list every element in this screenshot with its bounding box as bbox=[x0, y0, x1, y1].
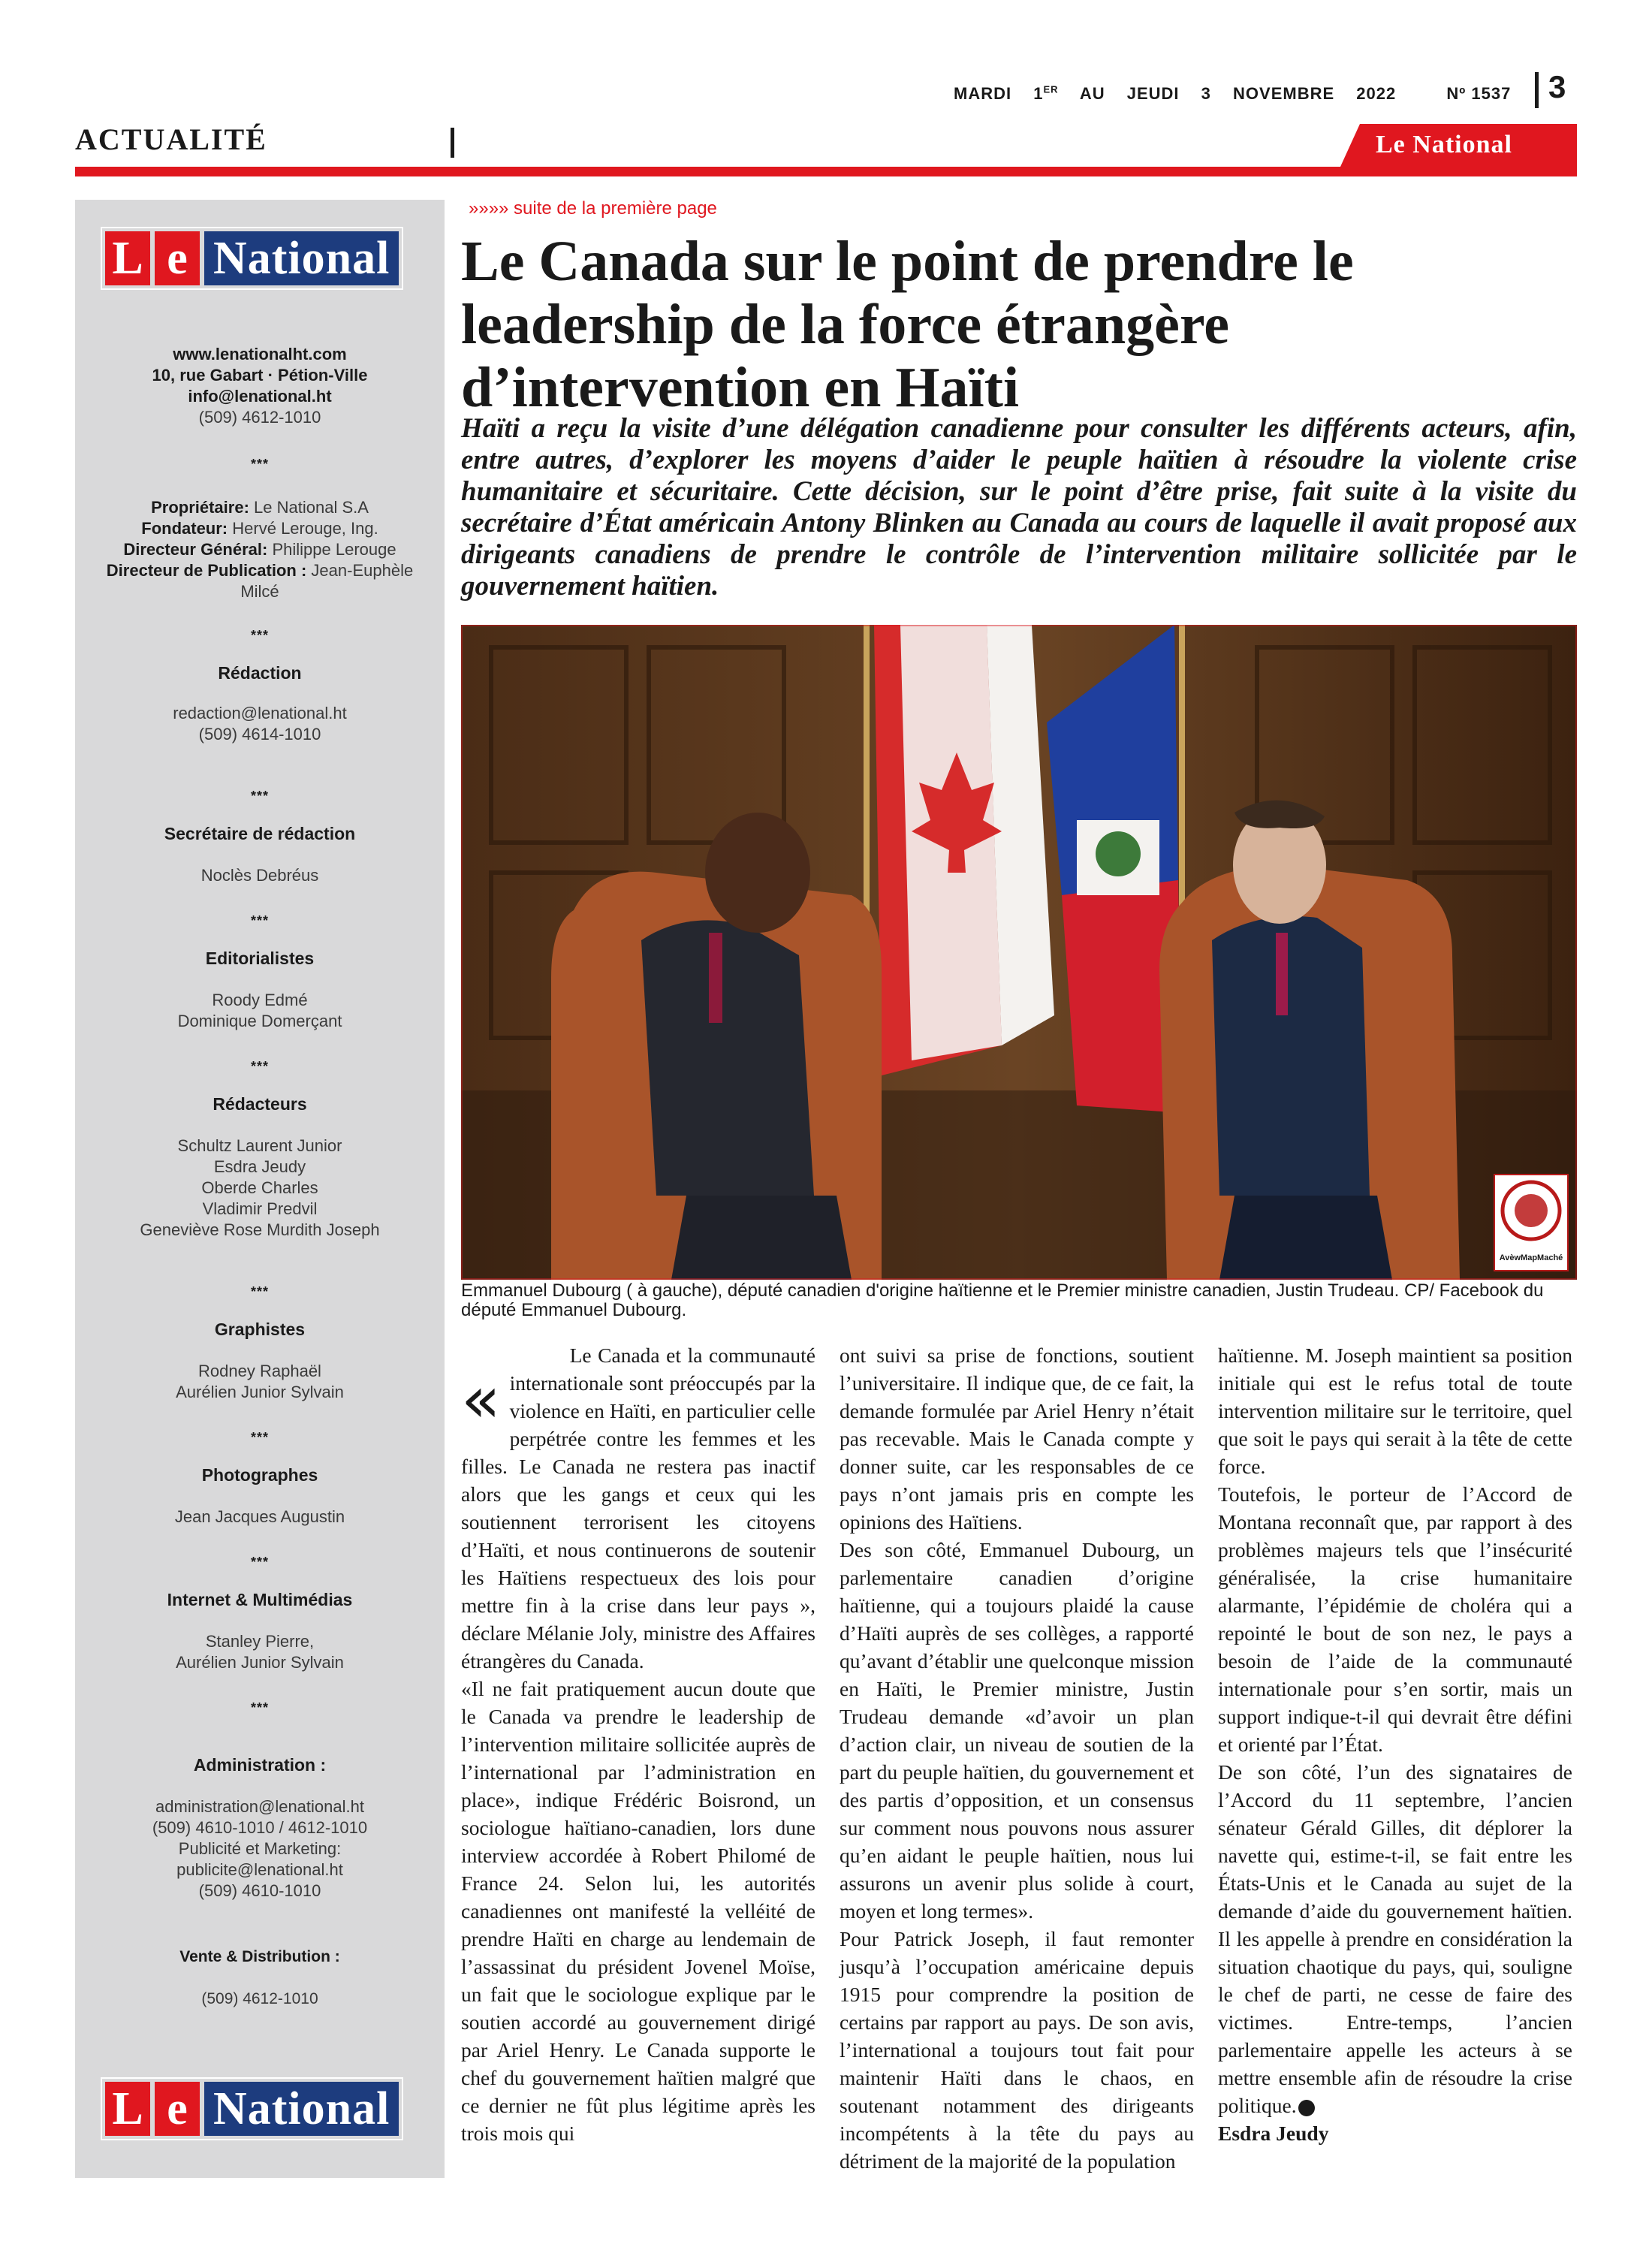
section-title-vente: Vente & Distribution : bbox=[179, 1948, 340, 1965]
separator: *** bbox=[250, 789, 269, 804]
redaction-email[interactable]: redaction@lenational.ht bbox=[173, 704, 347, 722]
article-column-3 bbox=[1218, 1341, 1572, 2147]
masthead-sidebar bbox=[75, 200, 445, 2178]
editorialiste-name: Dominique Domerçant bbox=[177, 1012, 342, 1030]
date-day: MARDI bbox=[954, 84, 1012, 104]
redacteur-name: Schultz Laurent Junior bbox=[177, 1136, 342, 1155]
logo-word-national: National bbox=[204, 2082, 399, 2136]
separator: *** bbox=[250, 1284, 269, 1299]
redacteur-name: Geneviève Rose Murdith Joseph bbox=[140, 1220, 380, 1239]
paragraph: ont suivi sa prise de fonctions, soutient l’universitaire. Il indique que, de ce fait, la demande formulée par Ariel Henry n’était pas recevable. Mais le Canada compte y donner suite, car les responsables de ce pays n’ont jamais pris en compte les opinions des Haïtiens. bbox=[840, 1344, 1194, 1534]
logo-letter-l: L bbox=[105, 231, 150, 285]
issue-date bbox=[954, 84, 1527, 104]
date-au: AU bbox=[1079, 84, 1105, 104]
marketing-phone: (509) 4610-1010 bbox=[198, 1881, 321, 1900]
logo-letter-e: e bbox=[155, 2082, 200, 2136]
date-first: 1ER bbox=[1033, 84, 1059, 104]
page-number: 3 bbox=[1548, 69, 1566, 104]
internet-name: Aurélien Junior Sylvain bbox=[176, 1653, 344, 1672]
internet-name: Stanley Pierre, bbox=[205, 1632, 315, 1651]
section-label: ACTUALITÉ bbox=[75, 122, 267, 156]
section-title-photographes: Photographes bbox=[201, 1465, 318, 1485]
secretaire-name: Noclès Debréus bbox=[200, 866, 319, 885]
separator: *** bbox=[250, 1059, 269, 1074]
article-column-2 bbox=[840, 1341, 1194, 2175]
brand-tab-label: Le National bbox=[1376, 131, 1512, 158]
header-rule bbox=[75, 167, 1577, 176]
paragraph: Des son côté, Emmanuel Dubourg, un parlementaire canadien d’origine haïtienne, qui a toujours plaidé la cause d’Haïti auprès de ses collèges, a rapporté qu’avant d’établir une quelconque mission en Haïti, le Premier ministre, Justin Trudeau demande «d’avoir un plan d’action clair, un niveau de soutien de la part du peuple haïtien, du gouvernement et des partis d’opposition, et un consensus sur comment nous pouvons nous assurer qu’en aidant le peuple haïtien, nous lui assurons un avenir plus solide à court, moyen et long termes». bbox=[840, 1538, 1194, 1923]
staff-line: Directeur de Publication : Jean-Euphèle bbox=[106, 561, 414, 580]
masthead-logo-top bbox=[101, 227, 403, 290]
separator: *** bbox=[250, 1430, 269, 1445]
graphiste-name: Aurélien Junior Sylvain bbox=[176, 1383, 344, 1401]
end-of-article-icon bbox=[1298, 2100, 1315, 2116]
paragraph: Toutefois, le porteur de l’Accord de Montana reconnaît que, par rapport à des problèmes majeurs tels que l’insécurité généralisée, la crise humanitaire alarmante, l’épidémie de choléra qui a repointé le bout de son nez, le pays a besoin de l’aide de la communauté internationale pour s’en sortir, mais un support indique-t-il qui devrait être défini et orienté par l’État. bbox=[1218, 1482, 1572, 1756]
page-number-divider bbox=[1535, 72, 1539, 108]
photographe-name: Jean Jacques Augustin bbox=[174, 1507, 345, 1526]
separator: *** bbox=[250, 913, 269, 928]
article-photo bbox=[461, 625, 1577, 1280]
staff-line: Propriétaire: Le National S.A bbox=[151, 498, 369, 517]
section-title-redacteurs: Rédacteurs bbox=[213, 1094, 307, 1114]
section-title-secretaire: Secrétaire de rédaction bbox=[164, 824, 356, 843]
address: 10, rue Gabart · Pétion-Ville bbox=[152, 366, 368, 385]
graphiste-name: Rodney Raphaël bbox=[198, 1362, 321, 1380]
separator: *** bbox=[250, 1700, 269, 1715]
paragraph: Le Canada et la communauté internationale sont préoccupés par la violence en Haïti, en particulier celle perpétrée contre les femmes et les filles. Le Canada ne restera pas inactif alors que les gangs et ceux qui les soutiennent terrorisent les citoyens d’Haïti, et nous continuerons de soutenir les Haïtiens respectueux des lois pour mettre fin à la crise dans leur pays », déclare Mélanie Joly, ministre des Affaires étrangères du Canada. bbox=[461, 1344, 815, 1672]
paragraph: haïtienne. M. Joseph maintient sa position initiale qui est le refus total de toute intervention militaire sur le territoire, quel que soit le pays qui serait à la tête de cette force. bbox=[1218, 1344, 1572, 1478]
staff-line: Fondateur: Hervé Lerouge, Ing. bbox=[141, 519, 378, 538]
paragraph: De son côté, l’un des signataires de l’Accord du 11 septembre, l’ancien sénateur Gérald Gilles, dit déplorer la navette qui, estime-t-il, se fait entre les États-Unis et le Canada au sujet de la demande d’aide du gouvernement haïtien. Il les appelle à prendre en considération la situation chaotique du pays, qui, souligne le chef de parti, ne cesse de faire des victimes. Entre-temps, l’ancien parlementaire appelle les acteurs à se mettre ensemble afin de résoudre la crise politique. bbox=[1218, 1760, 1572, 2117]
section-title-administration: Administration : bbox=[193, 1755, 327, 1775]
article-byline: Esdra Jeudy bbox=[1218, 2122, 1329, 2145]
separator: *** bbox=[250, 1555, 269, 1570]
date-day-2: JEUDI bbox=[1126, 84, 1180, 104]
info-email[interactable]: info@lenational.ht bbox=[188, 387, 332, 406]
section-title-graphistes: Graphistes bbox=[214, 1320, 306, 1339]
redacteur-name: Esdra Jeudy bbox=[213, 1157, 306, 1176]
article-headline: Le Canada sur le point de prendre le leadership de la force étrangère d’intervention en Haïti bbox=[461, 230, 1354, 419]
section-title-redaction: Rédaction bbox=[218, 663, 302, 683]
paragraph: Pour Patrick Joseph, il faut remonter jusqu’à l’occupation américaine depuis 1915 pour comprendre la position de certains par rapport au pays. De son avis, l’international a toujours tout fait pour maintenir Haïti dans le chaos, en soutenant notamment des dirigeants incompétents à la tête du pays au détriment de la majorité de la population bbox=[840, 1927, 1194, 2173]
website-url[interactable]: www.lenationalht.com bbox=[173, 345, 347, 363]
separator: *** bbox=[250, 457, 269, 472]
marketing-label: Publicité et Marketing: bbox=[178, 1839, 342, 1858]
masthead-logo-bottom bbox=[101, 2077, 403, 2140]
article-column-1 bbox=[461, 1341, 815, 2147]
redacteur-name: Oberde Charles bbox=[201, 1178, 318, 1197]
date-year: 2022 bbox=[1356, 84, 1397, 104]
paragraph: «Il ne fait pratiquement aucun doute que le Canada va prendre le leadership de l’intervention militaire sollicitée auprès de l’international par l’administration en place», indique Frédéric Boisrond, un sociologue haïtiano-canadien, lors dune interview accordée à Robert Philomé de France 24. Selon lui, les autorités canadiennes ont manifesté la velléité de prendre Haïti en charge au lendemain de l’assassinat du président Jovenel Moïse, un fait que le sociologue explique par le soutien accordé au gouvernement dirigé par Ariel Henry. Le Canada supporte le chef du gouvernement haïtien malgré que ce dernier ne fût plus légitime après les trois mois qui bbox=[461, 1677, 815, 2145]
separator: *** bbox=[250, 628, 269, 643]
date-month: NOVEMBRE bbox=[1233, 84, 1335, 104]
section-title-editorialistes: Editorialistes bbox=[205, 949, 315, 968]
photo-illustration bbox=[461, 625, 1577, 1280]
logo-letter-e: e bbox=[155, 231, 200, 285]
photo-badge-text: AvèwMapMaché bbox=[1499, 1253, 1563, 1262]
admin-phones: (509) 4610-1010 / 4612-1010 bbox=[152, 1818, 368, 1837]
editorialiste-name: Roody Edmé bbox=[212, 991, 308, 1009]
redacteur-name: Vladimir Predvil bbox=[202, 1199, 318, 1218]
main-phone: (509) 4612-1010 bbox=[198, 408, 321, 427]
drop-quote-mark: « bbox=[461, 1362, 501, 1437]
logo-letter-l: L bbox=[105, 2082, 150, 2136]
staff-line: Directeur Général: Philippe Lerouge bbox=[123, 540, 396, 559]
redaction-phone: (509) 4614-1010 bbox=[198, 725, 321, 743]
staff-line-tail: Milcé bbox=[240, 582, 279, 601]
article-lede: Haïti a reçu la visite d’une délégation canadienne pour consulter les différents acteurs, afin, entre autres, d’explorer les moyens d’aider le peuple haïtien à résoudre la violente crise humanitaire et sécuritaire. Cette décision, sur le point d’être prise, fait suite à la visite du secrétaire d’État américain Antony Blinken au Canada au cours de laquelle il avait proposé aux dirigeants canadiens de prendre le contrôle de l’intervention militaire sollicitée par le gouvernement haïtien. bbox=[461, 413, 1577, 602]
section-title-internet: Internet & Multimédias bbox=[167, 1590, 353, 1609]
section-divider bbox=[451, 128, 454, 158]
vente-phone: (509) 4612-1010 bbox=[201, 1990, 318, 2007]
date-number: 3 bbox=[1201, 84, 1211, 104]
photo-caption: Emmanuel Dubourg ( à gauche), député canadien d'origine haïtienne et le Premier ministre canadien, Justin Trudeau. CP/ Facebook du député Emmanuel Dubourg. bbox=[461, 1280, 1544, 1320]
admin-email[interactable]: administration@lenational.ht bbox=[155, 1797, 364, 1816]
issue-number: Nº 1537 bbox=[1446, 84, 1512, 104]
continued-from-front-page[interactable]: »»»» suite de la première page bbox=[469, 198, 717, 219]
marketing-email[interactable]: publicite@lenational.ht bbox=[176, 1860, 343, 1879]
logo-word-national: National bbox=[204, 231, 399, 285]
